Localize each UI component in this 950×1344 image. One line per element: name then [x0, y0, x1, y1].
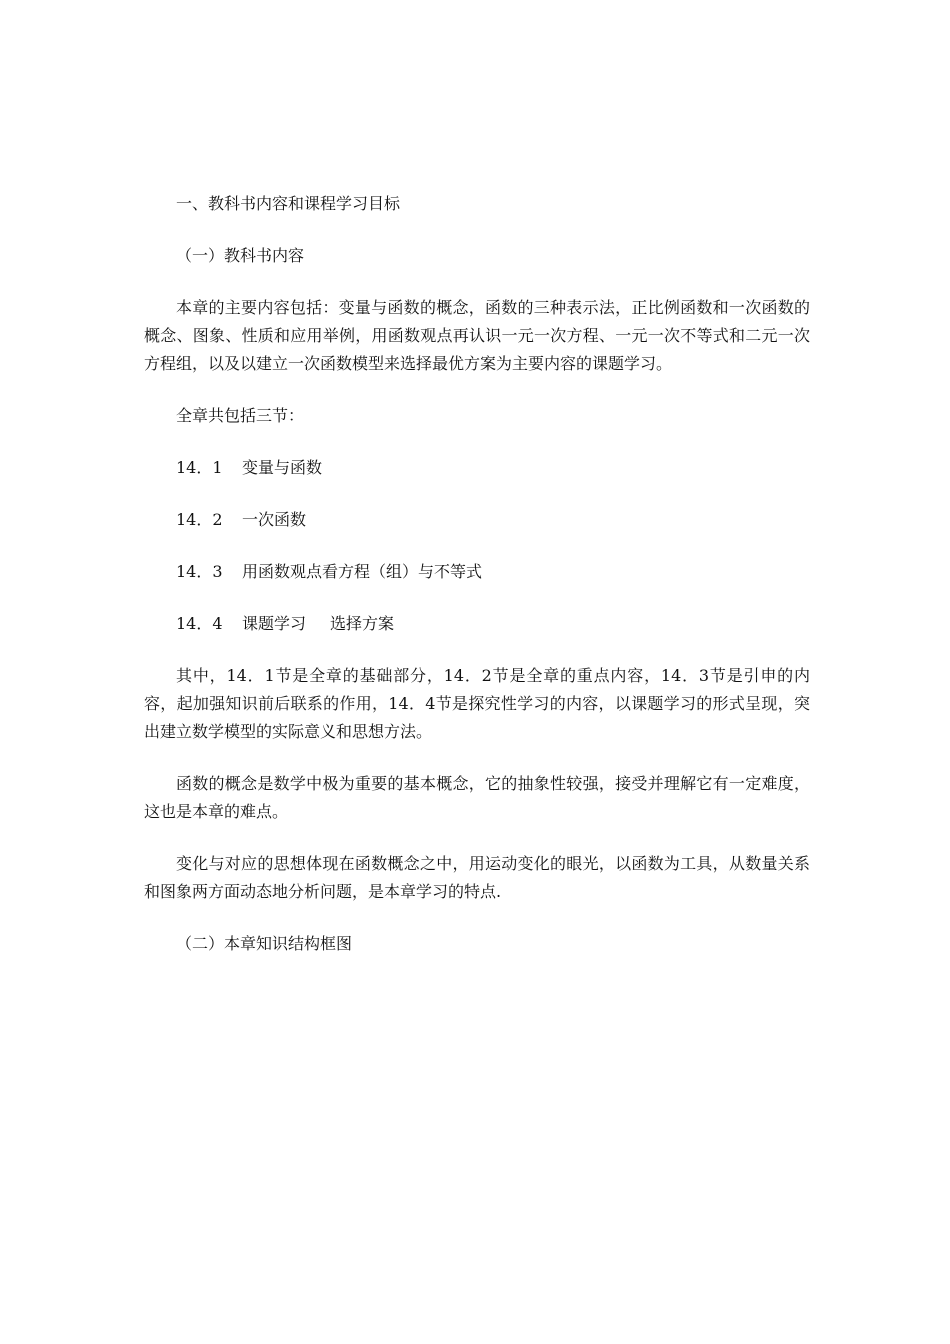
- paragraph-main-content: 本章的主要内容包括：变量与函数的概念，函数的三种表示法，正比例函数和一次函数的概念、图象、性质和应用举例，用函数观点再认识一元一次方程、一元一次不等式和二元一次方程组，以及以建立一次函数模型来选择最优方案为主要内容的课题学习。: [144, 298, 810, 373]
- section-title: 变量与函数: [242, 458, 323, 477]
- section-title: 用函数观点看方程（组）与不等式: [242, 562, 483, 581]
- section-number: 14．1: [176, 458, 223, 477]
- section-list-item: [144, 454, 810, 482]
- section-number: 14．2: [176, 510, 223, 529]
- section-number: 14．3: [176, 562, 223, 581]
- section-list-item: [144, 506, 810, 534]
- section-title: 课题学习: [242, 614, 307, 633]
- paragraph-feature: 变化与对应的思想体现在函数概念之中，用运动变化的眼光，以函数为工具，从数量关系和图象两方面动态地分析问题，是本章学习的特点.: [144, 854, 810, 901]
- document-body: [144, 190, 810, 982]
- section-number: 14．4: [176, 614, 223, 633]
- paragraph-structure: 其中，14．1节是全章的基础部分，14．2节是全章的重点内容，14．3节是引申的内容，起加强知识前后联系的作用，14．4节是探究性学习的内容，以课题学习的形式呈现，突出建立数学模型的实际意义和思想方法。: [144, 666, 810, 741]
- section-heading-1: 一、教科书内容和课程学习目标: [176, 194, 401, 213]
- paragraph-difficulty: 函数的概念是数学中极为重要的基本概念，它的抽象性较强，接受并理解它有一定难度，这也是本章的难点。: [144, 774, 810, 821]
- paragraph-sections-intro: 全章共包括三节：: [176, 406, 305, 425]
- section-list-item: [144, 610, 810, 638]
- subsection-heading-textbook-content: （一）教科书内容: [176, 246, 305, 265]
- section-subtitle: 选择方案: [330, 614, 395, 633]
- subsection-heading-knowledge-structure: （二）本章知识结构框图: [176, 934, 353, 953]
- section-title: 一次函数: [242, 510, 307, 529]
- section-list-item: [144, 558, 810, 586]
